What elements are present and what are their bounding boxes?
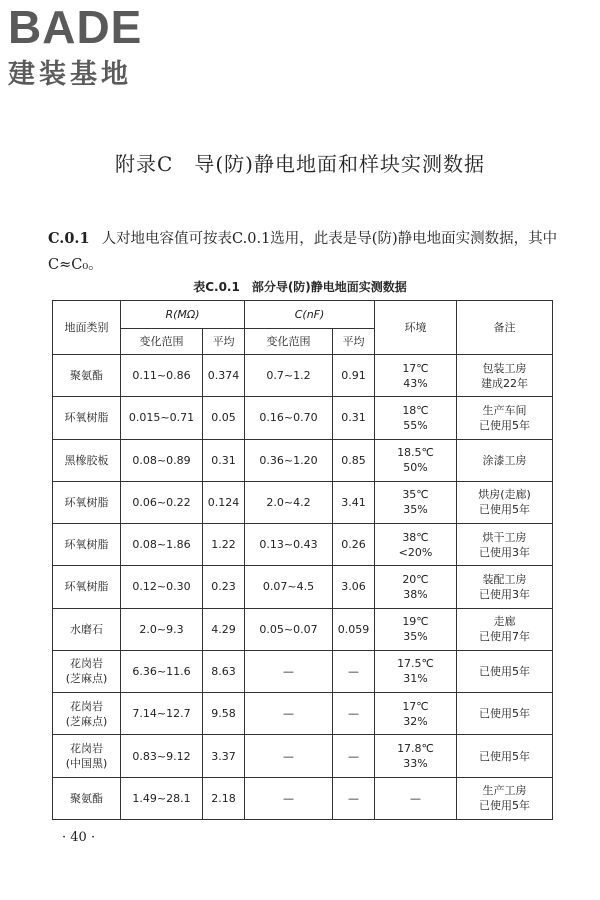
brand-logo [8, 1, 183, 91]
cell-floor-type: 聚氨酯 [53, 355, 121, 397]
cell-r-range: 0.83~9.12 [121, 735, 203, 777]
cell-remark: 走廊 已使用7年 [457, 608, 553, 650]
cell-r-avg: 3.37 [203, 735, 245, 777]
cell-r-avg: 0.124 [203, 481, 245, 523]
table-body [53, 355, 553, 820]
cell-floor-type: 水磨石 [53, 608, 121, 650]
cell-remark: 生产车间 已使用5年 [457, 397, 553, 439]
cell-remark: 烘房(走廊) 已使用5年 [457, 481, 553, 523]
cell-c-range: 0.05~0.07 [245, 608, 333, 650]
cell-c-avg: 0.85 [333, 439, 375, 481]
cell-remark: 已使用5年 [457, 650, 553, 692]
table-caption: 表C.0.1 部分导(防)静电地面实测数据 [193, 280, 407, 294]
cell-floor-type: 黑橡胶板 [53, 439, 121, 481]
header-capacitance: C(nF) [245, 301, 375, 329]
cell-r-avg: 0.31 [203, 439, 245, 481]
cell-environment: 19℃ 35% [375, 608, 457, 650]
cell-environment: 35℃ 35% [375, 481, 457, 523]
cell-environment: 18℃ 55% [375, 397, 457, 439]
cell-environment: 17℃ 43% [375, 355, 457, 397]
cell-environment: 17.8℃ 33% [375, 735, 457, 777]
cell-floor-type: 环氧树脂 [53, 524, 121, 566]
table-row [53, 524, 553, 566]
cell-c-avg: 3.06 [333, 566, 375, 608]
cell-c-range: 0.36~1.20 [245, 439, 333, 481]
cell-c-range: 0.07~4.5 [245, 566, 333, 608]
cell-environment: 20℃ 38% [375, 566, 457, 608]
header-c-avg: 平均 [333, 329, 375, 355]
cell-remark: 已使用5年 [457, 693, 553, 735]
cell-c-avg: — [333, 650, 375, 692]
cell-c-range: — [245, 693, 333, 735]
cell-c-avg: 0.91 [333, 355, 375, 397]
cell-c-avg: 0.31 [333, 397, 375, 439]
table-row [53, 566, 553, 608]
header-floor-type: 地面类别 [53, 301, 121, 355]
cell-remark: 包装工房 建成22年 [457, 355, 553, 397]
clause-number: C.0.1 [48, 230, 90, 247]
cell-environment: — [375, 777, 457, 819]
cell-c-avg: — [333, 735, 375, 777]
cell-c-avg: 0.059 [333, 608, 375, 650]
header-r-range: 变化范围 [121, 329, 203, 355]
cell-environment: 38℃ <20% [375, 524, 457, 566]
cell-r-avg: 2.18 [203, 777, 245, 819]
cell-r-range: 0.12~0.30 [121, 566, 203, 608]
header-r-avg: 平均 [203, 329, 245, 355]
cell-remark: 生产工房 已使用5年 [457, 777, 553, 819]
page-number: · 40 · [62, 830, 96, 845]
cell-floor-type: 花岗岩 (中国黑) [53, 735, 121, 777]
cell-floor-type: 环氧树脂 [53, 397, 121, 439]
measurement-table [52, 300, 553, 820]
cell-r-range: 7.14~12.7 [121, 693, 203, 735]
cell-floor-type: 聚氨酯 [53, 777, 121, 819]
cell-remark: 装配工房 已使用3年 [457, 566, 553, 608]
cell-r-range: 1.49~28.1 [121, 777, 203, 819]
header-remark: 备注 [457, 301, 553, 355]
table-row [53, 777, 553, 819]
cell-floor-type: 花岗岩 (芝麻点) [53, 650, 121, 692]
logo-subtitle: 建装基地 [8, 59, 132, 90]
cell-c-range: — [245, 650, 333, 692]
clause-paragraph [48, 226, 558, 278]
cell-r-range: 0.08~0.89 [121, 439, 203, 481]
table-row [53, 693, 553, 735]
table-row [53, 650, 553, 692]
cell-r-range: 6.36~11.6 [121, 650, 203, 692]
cell-c-range: — [245, 777, 333, 819]
table-row [53, 608, 553, 650]
cell-environment: 17.5℃ 31% [375, 650, 457, 692]
cell-remark: 烘干工房 已使用3年 [457, 524, 553, 566]
cell-r-range: 0.06~0.22 [121, 481, 203, 523]
cell-c-avg: — [333, 693, 375, 735]
cell-remark: 已使用5年 [457, 735, 553, 777]
cell-r-avg: 4.29 [203, 608, 245, 650]
cell-r-range: 2.0~9.3 [121, 608, 203, 650]
cell-environment: 17℃ 32% [375, 693, 457, 735]
cell-r-range: 0.08~1.86 [121, 524, 203, 566]
appendix-title: 附录C 导(防)静电地面和样块实测数据 [115, 152, 485, 176]
cell-c-range: 0.16~0.70 [245, 397, 333, 439]
cell-environment: 18.5℃ 50% [375, 439, 457, 481]
cell-c-avg: — [333, 777, 375, 819]
table-row [53, 481, 553, 523]
cell-c-avg: 0.26 [333, 524, 375, 566]
cell-floor-type: 环氧树脂 [53, 481, 121, 523]
cell-r-avg: 0.05 [203, 397, 245, 439]
table-row [53, 735, 553, 777]
table-row [53, 355, 553, 397]
cell-r-range: 0.015~0.71 [121, 397, 203, 439]
header-resistance: R(MΩ) [121, 301, 245, 329]
logo-wordmark: BADE [8, 1, 143, 53]
table-row [53, 439, 553, 481]
cell-c-range: 0.7~1.2 [245, 355, 333, 397]
clause-text: 人对地电容值可按表C.0.1选用，此表是导(防)静电地面实测数据，其中C≈C₀。 [48, 231, 558, 273]
cell-c-range: 2.0~4.2 [245, 481, 333, 523]
header-environment: 环境 [375, 301, 457, 355]
cell-r-avg: 8.63 [203, 650, 245, 692]
cell-floor-type: 环氧树脂 [53, 566, 121, 608]
table-row [53, 397, 553, 439]
header-c-range: 变化范围 [245, 329, 333, 355]
cell-r-avg: 0.374 [203, 355, 245, 397]
cell-remark: 涂漆工房 [457, 439, 553, 481]
cell-r-avg: 9.58 [203, 693, 245, 735]
cell-r-range: 0.11~0.86 [121, 355, 203, 397]
cell-r-avg: 0.23 [203, 566, 245, 608]
cell-r-avg: 1.22 [203, 524, 245, 566]
cell-c-range: 0.13~0.43 [245, 524, 333, 566]
cell-c-range: — [245, 735, 333, 777]
cell-floor-type: 花岗岩 (芝麻点) [53, 693, 121, 735]
cell-c-avg: 3.41 [333, 481, 375, 523]
